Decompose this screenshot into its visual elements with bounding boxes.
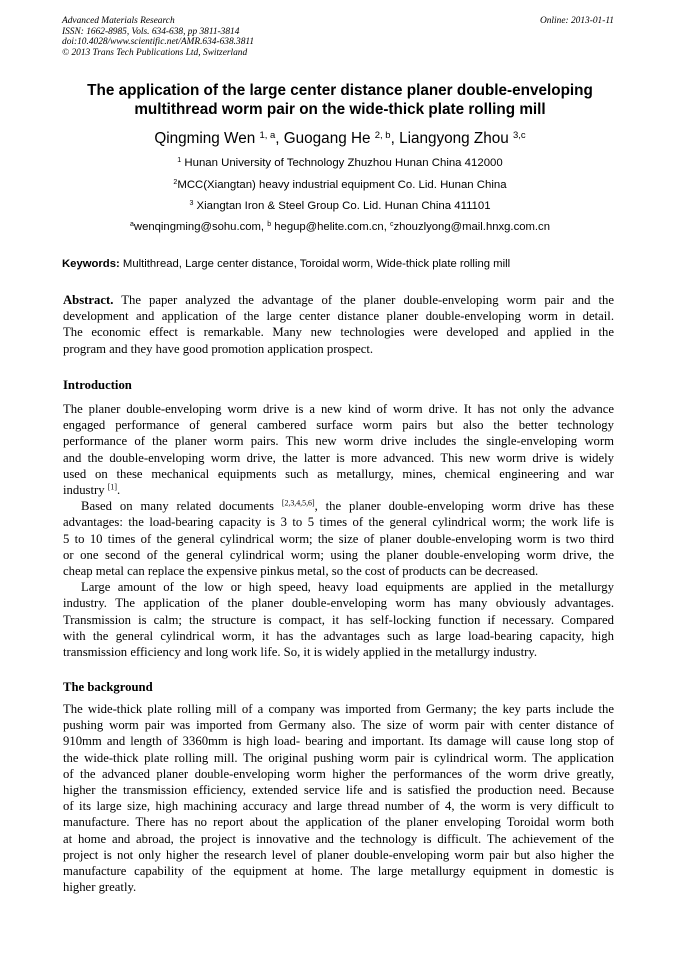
body-line: or one second of the general cylindrical worm; using the planer double-enveloping worm drive, the (63, 547, 614, 562)
abstract-line: program and they have good promotion application prospect. (63, 341, 374, 356)
email-superscript: b (267, 221, 272, 229)
background-heading: The background (63, 680, 153, 694)
copyright-line: © 2013 Trans Tech Publications Ltd, Switzerland (62, 47, 248, 58)
body-line: higher the transmission efficiency, extended service life and is satisfied the production need. Because (63, 783, 614, 798)
title-line-2: multithread worm pair on the wide-thick plate rolling mill (134, 101, 546, 118)
body-line: 910mm and length of 3360mm is high load- bearing and important. Its damage will cause long stop of (63, 734, 614, 749)
author-name: Liangyong Zhou (399, 130, 509, 147)
affiliation-text: Xiangtan Iron & Steel Group Co. Lid. Hunan China 411101 (196, 200, 491, 212)
journal-header (62, 16, 254, 58)
affiliation-2 (40, 179, 640, 191)
body-line: of the advanced planer double-enveloping worm higher the performances of the worm drive greatly, (63, 766, 614, 781)
body-line: advantages: the load-bearing capacity is 3 to 5 times of the general cylindrical worm; the work life is (63, 515, 614, 530)
author-name: Qingming Wen (154, 130, 256, 147)
body-text: industry (63, 483, 105, 498)
body-line: Large amount of the low or high speed, heavy load equipments are applied in the metallurgy (81, 580, 614, 595)
body-line: the wide-thick plate rolling mill. The original pushing worm pair is cylindrical worm. The application (63, 750, 614, 765)
body-line: manufacture. There has no report about the application of the planer enveloping Toroidal worm both (63, 815, 614, 830)
body-line: of its large size, high machining accuracy and large thread number of 4, the worm is very difficult to (63, 799, 614, 814)
abstract-paragraph (63, 292, 614, 357)
body-line (63, 498, 614, 514)
online-date: Online: 2013-01-11 (539, 16, 614, 26)
body-line (63, 482, 614, 498)
affiliation-text: Hunan University of Technology Zhuzhou Hunan China 412000 (184, 157, 503, 169)
paper-title (40, 81, 640, 119)
affiliation-text: MCC(Xiangtan) heavy industrial equipment Co. Lid. Hunan China (177, 179, 507, 191)
body-text: , the planer double-enveloping worm drive has these (314, 499, 615, 514)
body-line: used on these mechanical equipments such as metallurgy, mines, chemical engineering and war (63, 466, 614, 481)
affiliation-superscript: 1 (177, 157, 182, 165)
abstract-line: The economic effect is remarkable. Many new technologies were developed and applied in the (63, 325, 614, 340)
email-superscript: c (389, 221, 394, 229)
introduction-heading: Introduction (63, 378, 132, 392)
body-line: 5 to 10 times of the general cylindrical worm; the size of planer double-enveloping worm is two third (63, 531, 614, 546)
email-line (20, 221, 660, 233)
keywords-label: Keywords: (62, 258, 120, 270)
keywords-line (62, 258, 510, 270)
body-line: higher greatly. (63, 880, 137, 895)
author-superscript: 1, a (259, 129, 276, 141)
body-line: cheap metal can replace the expensive pinkus metal, so the cost of products can be decreased. (63, 564, 539, 579)
journal-name: Advanced Materials Research (62, 16, 175, 26)
issn-line: ISSN: 1662-8985, Vols. 634-638, pp 3811-3814 (62, 26, 240, 37)
doi-line: doi:10.4028/www.scientific.net/AMR.634-638.3811 (62, 37, 255, 47)
affiliation-superscript: 3 (189, 200, 194, 208)
introduction-section (63, 401, 614, 660)
citation-ref: [1] (107, 482, 117, 492)
email-address[interactable]: hegup@helite.com.cn, (274, 221, 387, 233)
body-line: with the general cylindrical worm, it has the advantages such as large load-bearing capacity, high (63, 628, 614, 643)
body-line: industry. The application of the planer double-enveloping worm has many obviously advantages. (63, 596, 614, 611)
author-name: Guogang He (283, 130, 371, 147)
body-text: Based on many related documents (81, 499, 274, 514)
email-superscript: a (130, 221, 134, 229)
affiliation-3 (40, 200, 640, 212)
body-text: . (116, 483, 121, 498)
body-line: Transmission is calm; the structure is compact, it has self-locking function if necessary. Compared (63, 612, 614, 627)
body-line: The planer double-enveloping worm drive is a new kind of worm drive. It has not only the advance (63, 402, 614, 416)
body-line: engaged performance of general cambered surface worm pairs but also the better technology (63, 418, 614, 433)
author-superscript: 3,c (513, 129, 526, 141)
citation-ref: [2,3,4,5,6] (281, 498, 315, 508)
background-section (63, 701, 614, 895)
abstract-line: development and application of the large center distance planer double-enveloping worm in detail. (63, 309, 614, 324)
body-line: at home and abroad, the project is innovative and the technology is difficult. The achievement of the (63, 831, 614, 846)
body-line: The wide-thick plate rolling mill of a company was imported from Germany; the key parts include the (63, 702, 614, 716)
body-line: performance of the planer worm pairs. This new worm drive includes the single-enveloping worm (63, 434, 614, 449)
email-address[interactable]: zhouzlyong@mail.hnxg.com.cn (393, 221, 550, 233)
affiliation-1 (40, 157, 640, 169)
abstract-line (63, 292, 614, 308)
body-line: transmission efficiency and long work life. So, it is widely applied in the metallurgy industry. (63, 645, 538, 660)
keywords-text: Multithread, Large center distance, Toroidal worm, Wide-thick plate rolling mill (122, 258, 511, 270)
author-superscript: 2, b (374, 129, 391, 141)
abstract-text: The paper analyzed the advantage of the planer double-enveloping worm pair and the (121, 293, 614, 307)
body-line: manufacture capability of the equipment at home. The large metallurgy equipment in domestic is (63, 864, 614, 879)
body-line: project is not only higher the research level of planer double-enveloping worm pair but also higher the (63, 847, 614, 862)
body-line: pushing worm pair was imported from Germany also. The size of worm pair with center distance of (63, 718, 614, 733)
body-line: and the double-enveloping worm drive, the latter is more advanced. This new worm drive is widely (63, 450, 614, 465)
author-list: Qingming Wen $^{1, a}$, Guogang He $^{2, b}$, Liangyong Zhou $^{3,c}$ (154, 129, 526, 147)
email-address[interactable]: wenqingming@sohu.com, (133, 221, 265, 233)
abstract-label: Abstract. (63, 293, 114, 307)
title-line-1: The application of the large center distance planer double-enveloping (87, 82, 593, 99)
affiliation-superscript: 2 (173, 179, 178, 187)
